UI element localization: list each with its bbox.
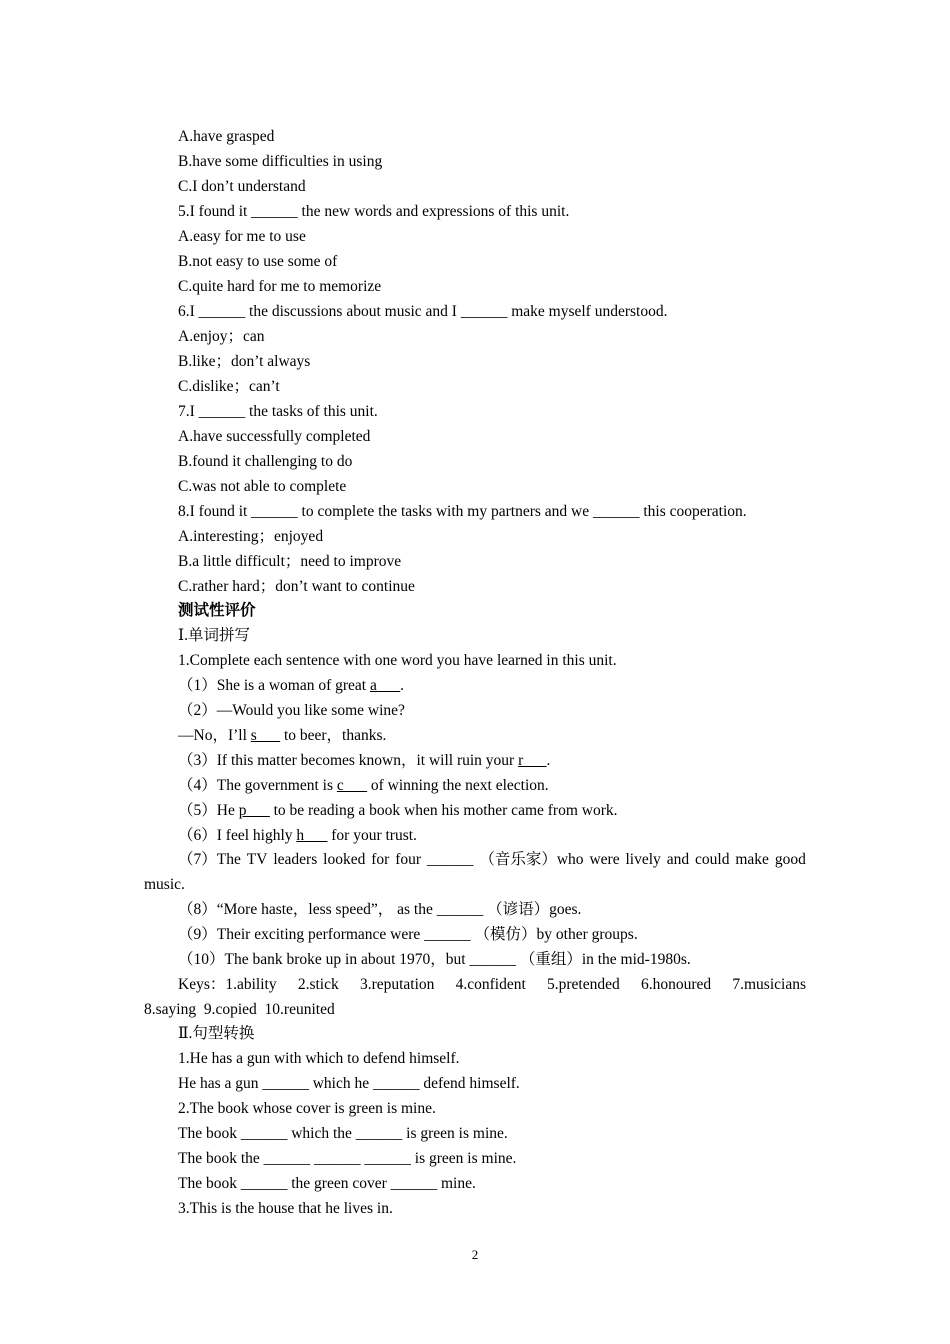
sentence-7: [178, 850, 806, 870]
transform-1: 1.He has a gun with which to defend himself.: [178, 1050, 460, 1067]
answer-key: Keys：1.ability: [178, 976, 277, 993]
transform-3: 3.This is the house that he lives in.: [178, 1200, 393, 1217]
q5-option-b: B.not easy to use some of: [178, 253, 338, 270]
word: four: [395, 851, 422, 868]
sentence-4: [178, 776, 549, 796]
word: lively: [625, 851, 661, 868]
answer-key: 3.reputation: [359, 976, 435, 993]
word: TV: [246, 851, 268, 868]
sentence-text: （1）She is a woman of great: [178, 677, 370, 694]
sentence-2: （2）—Would you like some wine?: [178, 702, 405, 719]
sentence-7-continued: music.: [144, 876, 185, 893]
word: make: [735, 851, 769, 868]
word: （音乐家）who: [479, 851, 584, 868]
q4-option-b: B.have some difficulties in using: [178, 153, 383, 170]
sentence-text: （3）If this matter becomes known，it will ruin your: [178, 752, 519, 769]
instruction: 1.Complete each sentence with one word you have learned in this unit.: [178, 652, 617, 669]
sentence-text: —No，I’ll: [178, 727, 251, 744]
word: leaders: [273, 851, 318, 868]
q5-option-a: A.easy for me to use: [178, 228, 306, 245]
q8-option-a: A.interesting；enjoyed: [178, 528, 324, 545]
q7-option-c: C.was not able to complete: [178, 478, 347, 495]
blank-field: p___: [238, 802, 270, 819]
q4-option-c: C.I don’t understand: [178, 178, 306, 195]
answer-key: 5.pretended: [547, 976, 620, 993]
sentence-text: of winning the next election.: [367, 777, 549, 794]
page-number: 2: [471, 1247, 479, 1262]
sentence-text: .: [546, 752, 551, 769]
sentence-text: （5）He: [178, 802, 239, 819]
sentence-text: to be reading a book when his mother came from work.: [269, 802, 618, 819]
sentence-6: [178, 826, 417, 846]
sentence-text: to beer，thanks.: [280, 727, 387, 744]
q7-option-b: B.found it challenging to do: [178, 453, 353, 470]
sentence-2-reply: [178, 726, 386, 746]
q6-stem: 6.I ______ the discussions about music and I ______ make myself understood.: [178, 303, 668, 320]
transform-2-answer-c: The book ______ the green cover ______ mine.: [178, 1175, 476, 1192]
word: were: [589, 851, 620, 868]
q5-option-c: C.quite hard for me to memorize: [178, 278, 382, 295]
sentence-9: （9）Their exciting performance were ______ （模仿）by other groups.: [178, 926, 638, 943]
answer-key: 7.musicians: [732, 976, 806, 993]
blank-field: h___: [296, 827, 328, 844]
word: looked: [323, 851, 366, 868]
sentence-text: （6）I feel highly: [178, 827, 297, 844]
sentence-8: （8）“More haste，less speed”， as the ______ （谚语）goes.: [178, 901, 582, 918]
sentence-3: [178, 751, 550, 771]
q5-stem: 5.I found it ______ the new words and expressions of this unit.: [178, 203, 570, 220]
transform-2-answer-a: The book ______ which the ______ is green is mine.: [178, 1125, 508, 1142]
sentence-5: [178, 801, 618, 821]
q6-option-c: C.dislike；can’t: [178, 378, 280, 395]
q8-stem: 8.I found it ______ to complete the tasks with my partners and we ______ this cooperation.: [178, 503, 747, 520]
answer-keys: [178, 975, 806, 995]
sentence-text: .: [400, 677, 405, 694]
answer-keys-continued: 8.saying 9.copied 10.reunited: [144, 1001, 335, 1018]
word: （7）The: [178, 851, 241, 868]
part1-title: Ⅰ.单词拼写: [178, 627, 250, 644]
transform-2-answer-b: The book the ______ ______ ______ is green is mine.: [178, 1150, 517, 1167]
word: good: [774, 851, 806, 868]
q7-stem: 7.I ______ the tasks of this unit.: [178, 403, 378, 420]
sentence-text: for your trust.: [327, 827, 417, 844]
answer-key: 6.honoured: [640, 976, 712, 993]
blank-field: r___: [518, 752, 547, 769]
q6-option-a: A.enjoy；can: [178, 328, 265, 345]
word: could: [695, 851, 730, 868]
transform-1-answer: He has a gun ______ which he ______ defend himself.: [178, 1075, 520, 1092]
sentence-text: （4）The government is: [178, 777, 337, 794]
word: and: [666, 851, 690, 868]
answer-key: 2.stick: [297, 976, 339, 993]
word: for: [371, 851, 390, 868]
q7-option-a: A.have successfully completed: [178, 428, 371, 445]
blank-field: c___: [336, 777, 367, 794]
blank-field: ______: [426, 851, 474, 868]
q4-option-a: A.have grasped: [178, 128, 275, 145]
section-heading: 测试性评价: [178, 602, 256, 619]
answer-key: 4.confident: [455, 976, 526, 993]
sentence-1: [178, 676, 404, 696]
q6-option-b: B.like；don’t always: [178, 353, 311, 370]
sentence-10: （10）The bank broke up in about 1970，but ______ （重组）in the mid-1980s.: [178, 951, 691, 968]
q8-option-b: B.a little difficult；need to improve: [178, 553, 402, 570]
transform-2: 2.The book whose cover is green is mine.: [178, 1100, 436, 1117]
blank-field: s___: [250, 727, 281, 744]
part2-title: Ⅱ.句型转换: [178, 1025, 255, 1042]
blank-field: a___: [370, 677, 401, 694]
q8-option-c: C.rather hard；don’t want to continue: [178, 578, 415, 595]
